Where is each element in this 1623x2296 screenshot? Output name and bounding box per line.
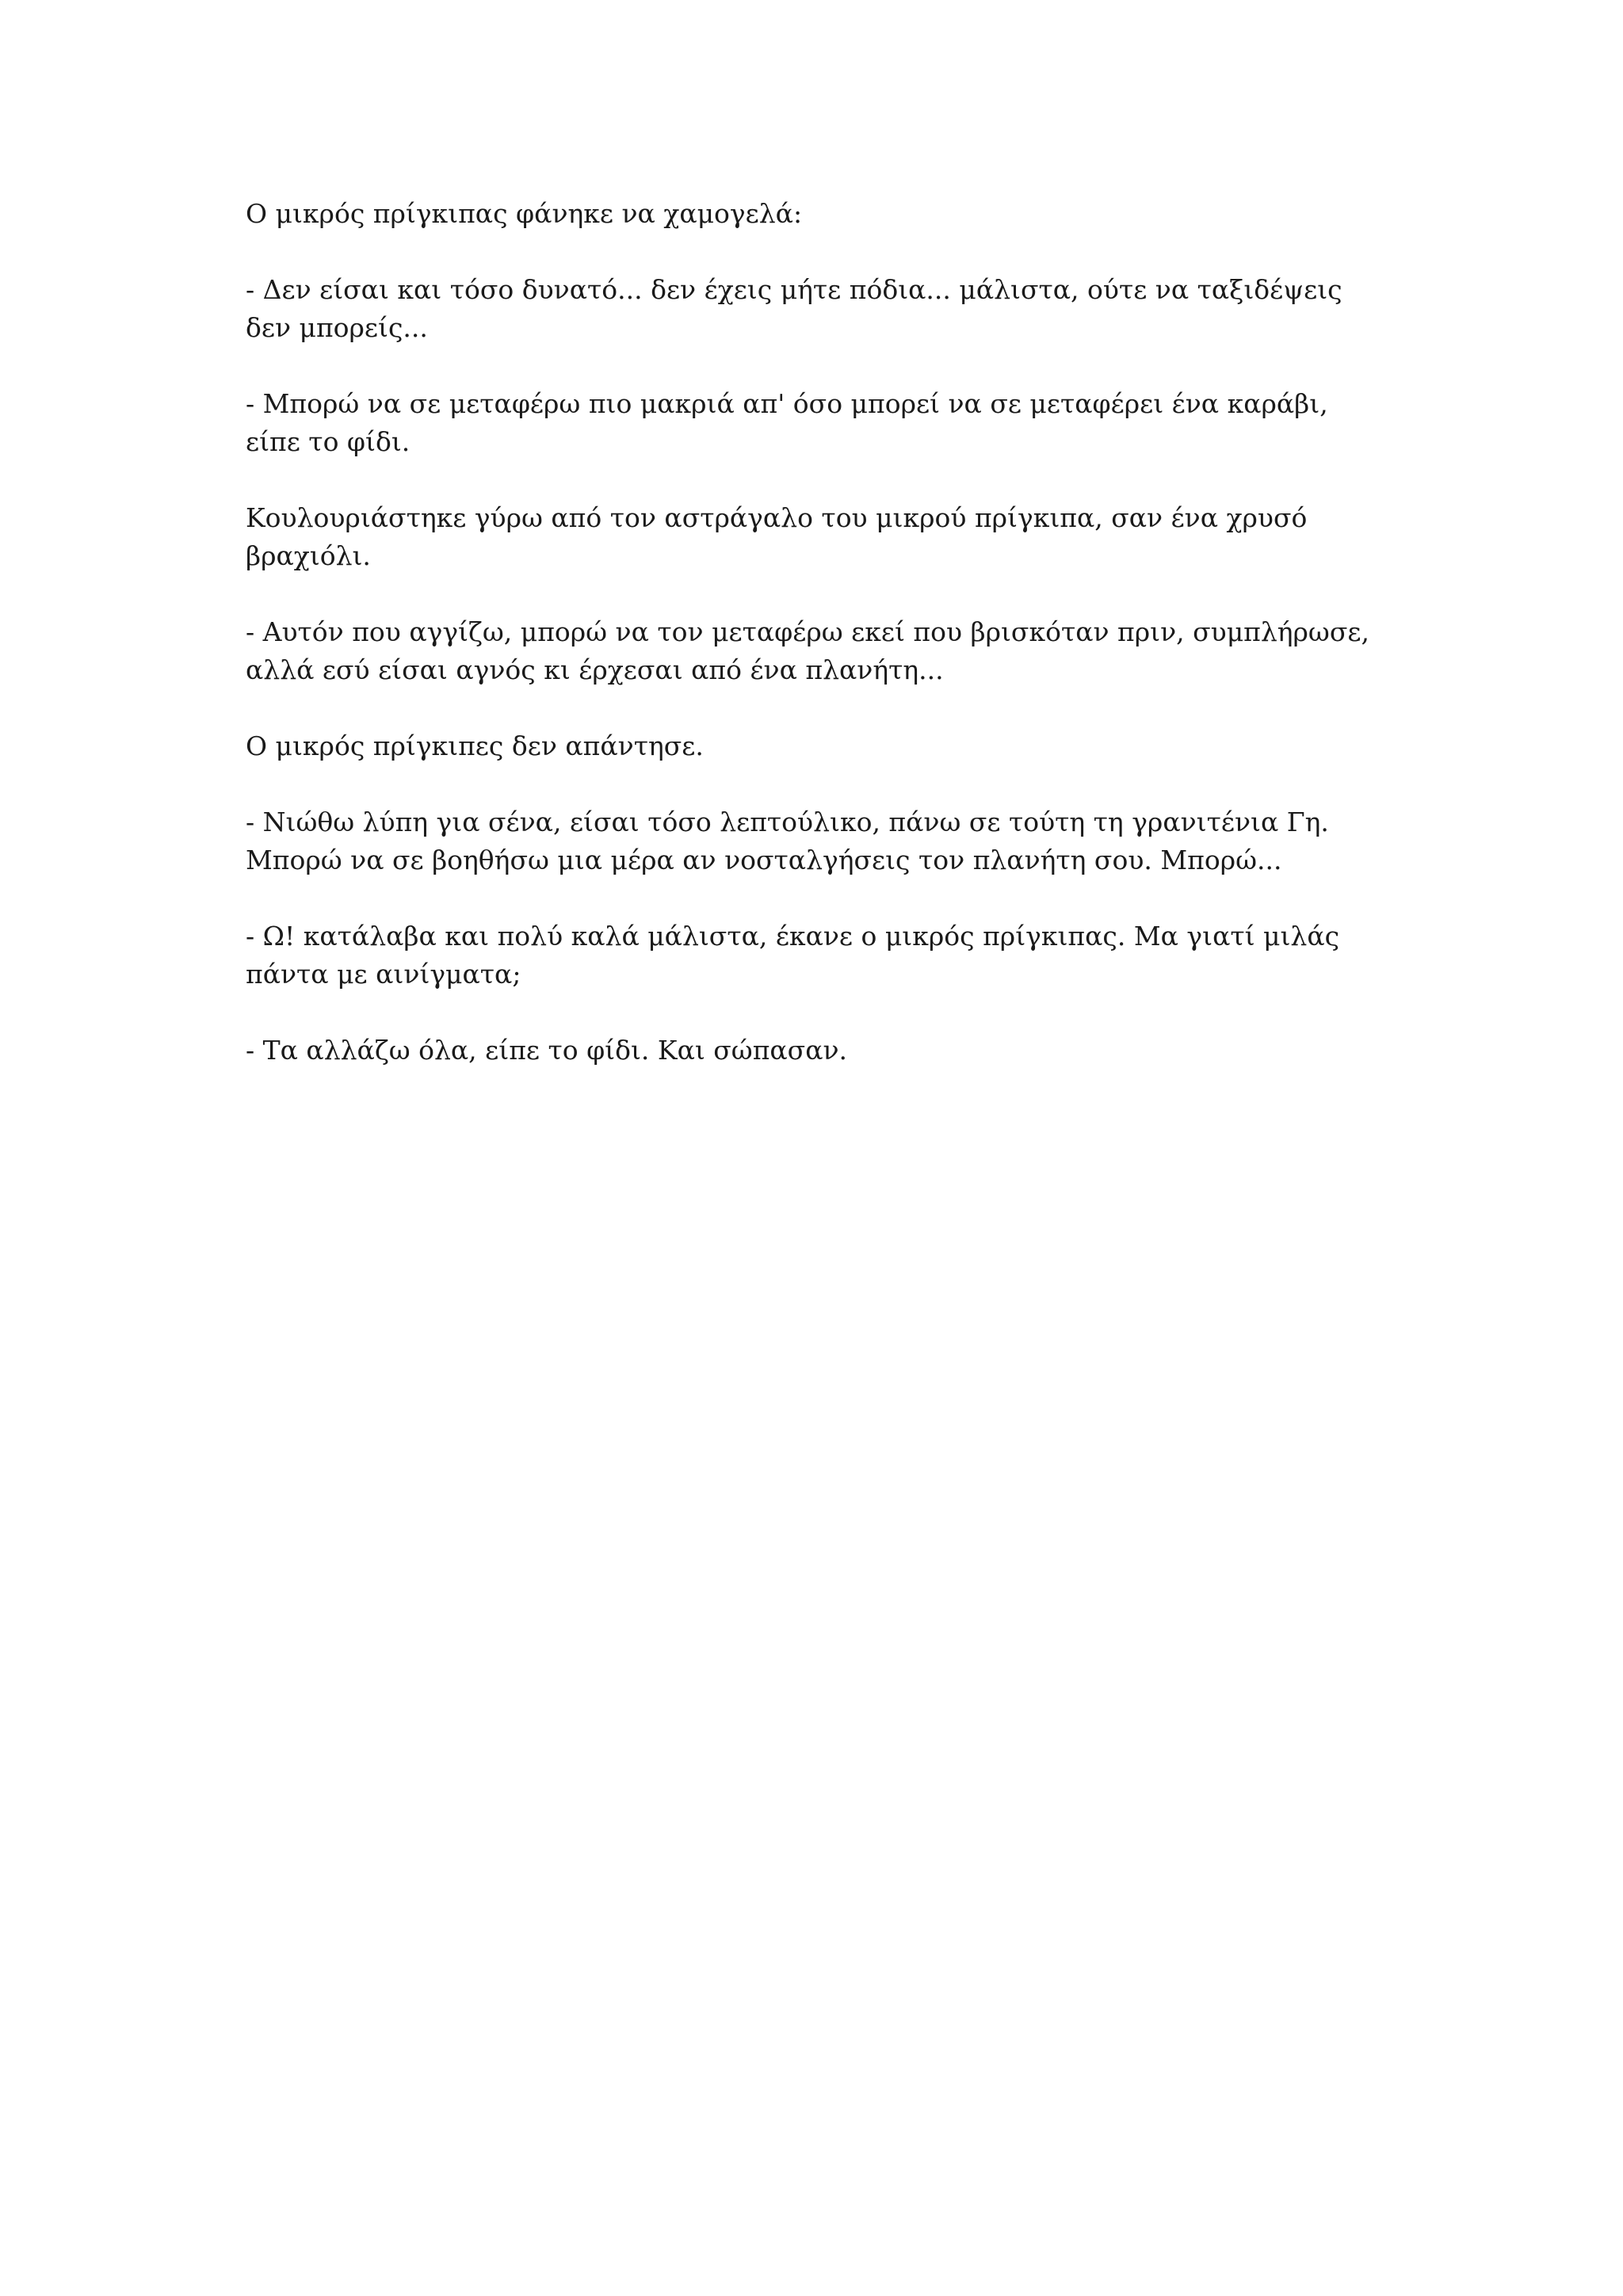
paragraph-3: - Μπορώ να σε μεταφέρω πιο μακριά απ' όσο μπορεί να σε μεταφέρει ένα καράβι, είπε το φίδι. (246, 388, 1328, 457)
paragraph-9: - Τα αλλάζω όλα, είπε το φίδι. Και σώπασαν. (246, 1035, 848, 1066)
paragraph-5: - Αυτόν που αγγίζω, μπορώ να τον μεταφέρω εκεί που βρισκόταν πριν, συμπλήρωσε, αλλά εσύ είσαι αγνός κι έρχεσαι από ένα πλανήτη... (246, 616, 1369, 685)
paragraph-4: Κουλουριάστηκε γύρω από τον αστράγαλο του μικρού πρίγκιπα, σαν ένα χρυσό βραχιόλι. (246, 502, 1308, 571)
paragraph-1: Ο μικρός πρίγκιπας φάνηκε να χαμογελά: (246, 198, 803, 229)
paragraph-6: Ο μικρός πρίγκιπες δεν απάντησε. (246, 730, 704, 761)
paragraph-8: - Ω! κατάλαβα και πολύ καλά μάλιστα, έκανε ο μικρός πρίγκιπας. Μα γιατί μιλάς πάντα με αινίγματα; (246, 921, 1340, 990)
document-body (246, 195, 1387, 1108)
paragraph-7: - Νιώθω λύπη για σένα, είσαι τόσο λεπτούλικο, πάνω σε τούτη τη γρανιτένια Γη. Μπορώ να σε βοηθήσω μια μέρα αν νοσταλγήσεις τον πλανήτη σου. Μπορώ... (246, 807, 1329, 875)
paragraph-2: - Δεν είσαι και τόσο δυνατό... δεν έχεις μήτε πόδια... μάλιστα, ούτε να ταξιδέψεις δεν μπορείς... (246, 274, 1342, 343)
